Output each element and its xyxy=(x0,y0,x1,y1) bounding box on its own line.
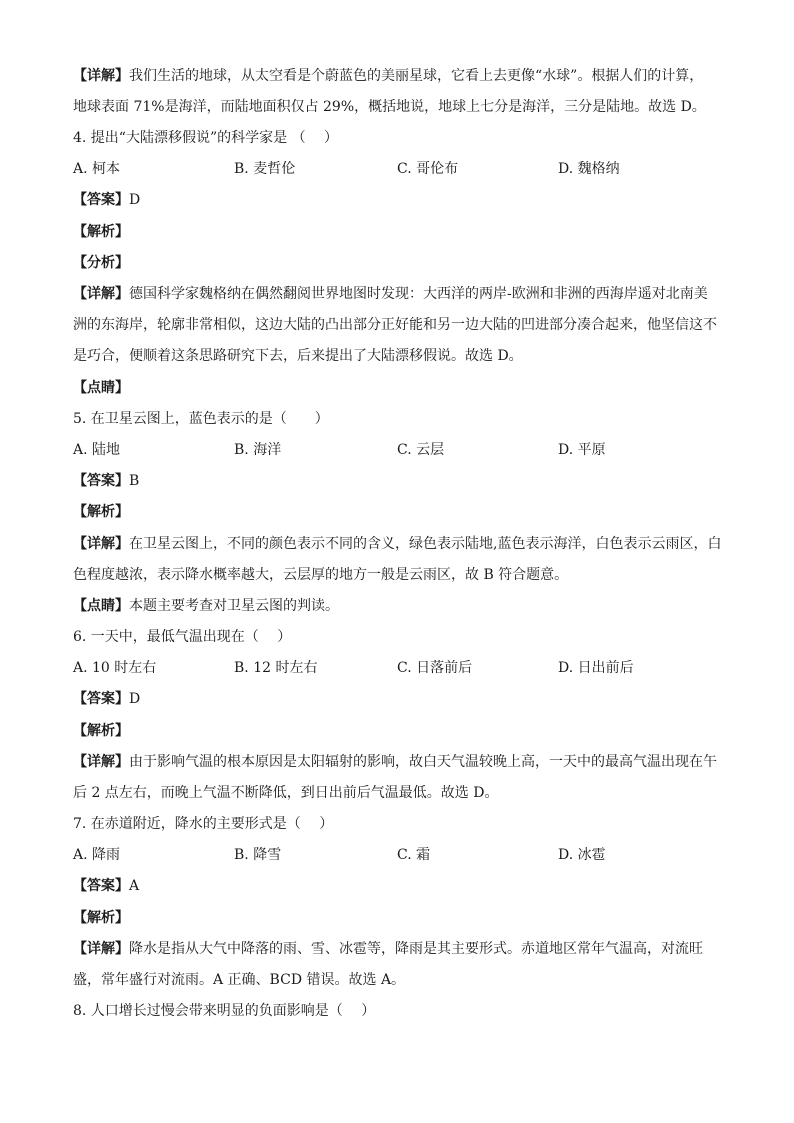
text-line xyxy=(73,128,734,148)
line-text: 德国科学家魏格纳在偶然翻阅世界地图时发现：大西洋的两岸-欧洲和非洲的西海岸遥对北南美 xyxy=(129,286,708,302)
option-b: B. 降雪 xyxy=(234,847,282,863)
text-line xyxy=(73,222,734,242)
line-text: 后 2 点左右，而晚上气温不断降低，到日出前后气温最低。故选 D。 xyxy=(73,785,499,801)
text-line xyxy=(73,502,734,522)
option-a: A. 柯本 xyxy=(73,161,121,177)
text-line xyxy=(73,939,734,959)
options-row xyxy=(73,845,733,865)
option-d: D. 日出前后 xyxy=(558,660,634,676)
line-text: 8. 人口增长过慢会带来明显的负面影响是（ ） xyxy=(73,1003,376,1019)
section-tag: 【答案】 xyxy=(73,192,129,208)
section-tag: 【解析】 xyxy=(73,504,129,520)
line-text: 地球表面 71%是海洋，而陆地面积仅占 29%，概括地说，地球上七分是海洋，三分是陆地。故选 D。 xyxy=(73,99,706,115)
line-text: 降水是指从大气中降落的雨、雪、冰雹等，降雨是其主要形式。赤道地区常年气温高，对流旺 xyxy=(129,941,703,957)
section-tag: 【分析】 xyxy=(73,255,129,271)
section-tag: 【答案】 xyxy=(73,473,129,489)
section-tag: 【点睛】 xyxy=(73,380,129,396)
text-line xyxy=(73,315,734,335)
section-tag: 【详解】 xyxy=(73,941,129,957)
line-text: 我们生活的地球，从太空看是个蔚蓝色的美丽星球，它看上去更像“水球”。根据人们的计算， xyxy=(129,68,704,84)
line-text: 是巧合，便顺着这条思路研究下去，后来提出了大陆漂移假说。故选 D。 xyxy=(73,348,523,364)
section-tag: 【答案】 xyxy=(73,691,129,707)
line-text: B xyxy=(129,473,140,489)
text-line xyxy=(73,97,734,117)
option-c: C. 日落前后 xyxy=(397,660,473,676)
line-text: 5. 在卫星云图上，蓝色表示的是（ ） xyxy=(73,411,329,427)
text-line xyxy=(73,409,734,429)
option-a: A. 降雨 xyxy=(73,847,121,863)
text-line xyxy=(73,814,734,834)
text-line xyxy=(73,346,734,366)
text-line xyxy=(73,471,734,491)
option-d: D. 冰雹 xyxy=(558,847,606,863)
line-text: 洲的东海岸，轮廓非常相似，这边大陆的凸出部分正好能和另一边大陆的凹进部分凑合起来，他坚信这不 xyxy=(73,317,717,333)
section-tag: 【解析】 xyxy=(73,224,129,240)
text-line xyxy=(73,752,734,772)
line-text: 6. 一天中，最低气温出现在（ ） xyxy=(73,629,292,645)
text-line xyxy=(73,534,734,554)
option-a: A. 10 时左右 xyxy=(73,660,157,676)
line-text: 在卫星云图上，不同的颜色表示不同的含义，绿色表示陆地,蓝色表示海洋，白色表示云雨区，白 xyxy=(129,536,722,552)
text-line xyxy=(73,876,734,896)
section-tag: 【详解】 xyxy=(73,536,129,552)
line-text: 7. 在赤道附近，降水的主要形式是（ ） xyxy=(73,816,334,832)
text-line xyxy=(73,565,734,585)
text-line xyxy=(73,721,734,741)
line-text: 色程度越浓，表示降水概率越大，云层厚的地方一般是云雨区，故 B 符合题意。 xyxy=(73,567,569,583)
options-row xyxy=(73,159,733,179)
section-tag: 【详解】 xyxy=(73,68,129,84)
text-line xyxy=(73,783,734,803)
section-tag: 【解析】 xyxy=(73,910,129,926)
line-text: A xyxy=(129,878,140,894)
line-text: D xyxy=(129,691,141,707)
section-tag: 【点睛】 xyxy=(73,598,129,614)
line-text: 盛，常年盛行对流雨。A 正确、BCD 错误。故选 A。 xyxy=(73,972,406,988)
option-d: D. 平原 xyxy=(558,442,606,458)
section-tag: 【解析】 xyxy=(73,723,129,739)
text-line xyxy=(73,190,734,210)
text-line xyxy=(73,66,734,86)
option-b: B. 麦哲伦 xyxy=(234,161,296,177)
line-text: 由于影响气温的根本原因是太阳辐射的影响，故白天气温较晚上高，一天中的最高气温出现在午 xyxy=(129,754,717,770)
option-b: B. 12 时左右 xyxy=(234,660,318,676)
text-line xyxy=(73,970,734,990)
text-line xyxy=(73,689,734,709)
option-a: A. 陆地 xyxy=(73,442,121,458)
section-tag: 【答案】 xyxy=(73,878,129,894)
option-b: B. 海洋 xyxy=(234,442,282,458)
option-c: C. 霜 xyxy=(397,847,431,863)
line-text: D xyxy=(129,192,141,208)
options-row xyxy=(73,440,733,460)
text-line xyxy=(73,284,734,304)
section-tag: 【详解】 xyxy=(73,754,129,770)
section-tag: 【详解】 xyxy=(73,286,129,302)
option-c: C. 云层 xyxy=(397,442,445,458)
text-line xyxy=(73,378,734,398)
line-text: 4. 提出“大陆漂移假说”的科学家是 （ ） xyxy=(73,130,339,146)
options-row xyxy=(73,658,733,678)
option-c: C. 哥伦布 xyxy=(397,161,459,177)
line-text: 本题主要考查对卫星云图的判读。 xyxy=(129,598,339,614)
text-line xyxy=(73,253,734,273)
option-d: D. 魏格纳 xyxy=(558,161,620,177)
text-line xyxy=(73,908,734,928)
text-line xyxy=(73,627,734,647)
text-line xyxy=(73,1001,734,1021)
text-line xyxy=(73,596,734,616)
